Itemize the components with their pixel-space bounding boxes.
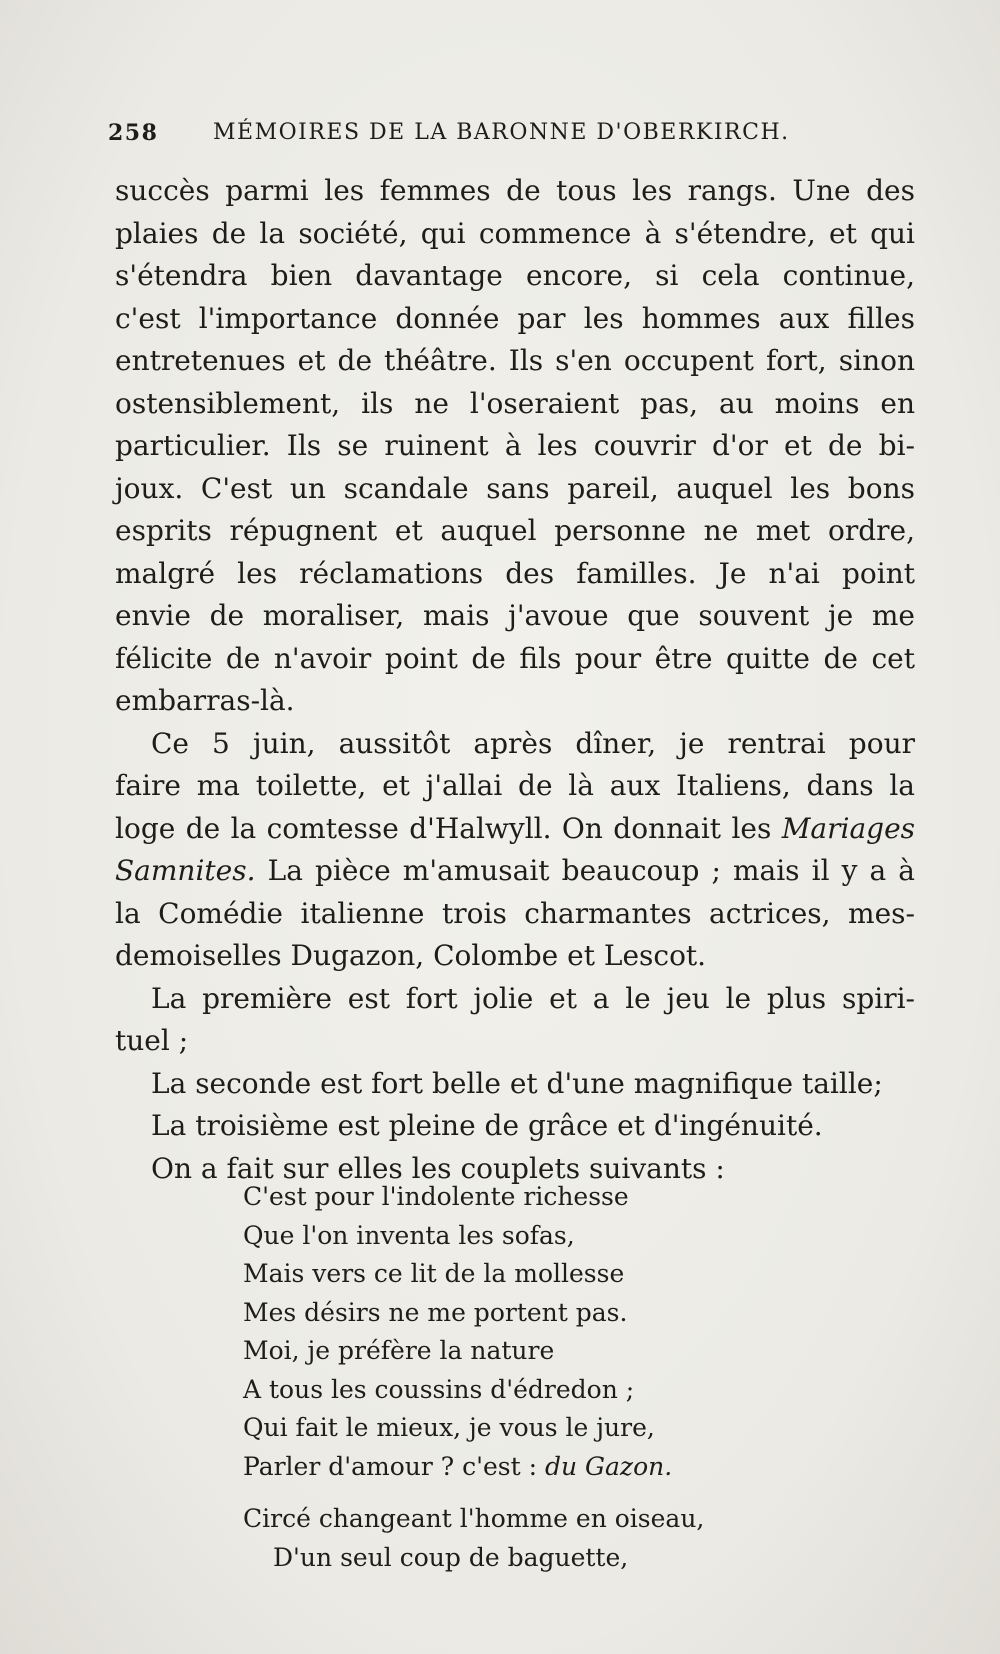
verse-line: Que l'on inventa les sofas,: [243, 1220, 575, 1250]
text-line: La seconde est fort belle et d'une magnifique taille;: [151, 1066, 883, 1100]
stanza-break: [243, 1486, 803, 1500]
verse-line: C'est pour l'indolente richesse: [243, 1182, 629, 1211]
text-line: [115, 808, 915, 851]
text-fragment: loge de la comtesse d'Halwyll. On donnait les: [115, 811, 772, 845]
text-line: esprits répugnent et auquel personne ne met ordre,: [115, 514, 915, 547]
text-line: la Comédie italienne trois charmantes actrices, mes-: [115, 896, 915, 930]
play-title: Mariages: [781, 811, 916, 845]
text-line: plaies de la société, qui commence à s'étendre, et qui: [115, 216, 915, 250]
text-line: tuel ;: [115, 1024, 189, 1057]
body-text: [115, 170, 915, 1190]
verse-line: Mais vers ce lit de la mollesse: [243, 1259, 625, 1288]
text-line: entretenues et de théâtre. Ils s'en occupent fort, sinon: [115, 344, 915, 377]
text-line: embarras-là.: [115, 684, 295, 717]
verse-block: [243, 1178, 803, 1577]
text-line: faire ma toilette, et j'allai de là aux Italiens, dans la: [115, 769, 915, 802]
text-line: succès parmi les femmes de tous les rangs. Une des: [115, 174, 915, 207]
text-line: particulier. Ils se ruinent à les couvrir d'or et de bi-: [115, 429, 915, 462]
text-line: [115, 850, 915, 893]
verse-line: D'un seul coup de baguette,: [273, 1542, 629, 1572]
text-line: joux. C'est un scandale sans pareil, auquel les bons: [115, 471, 915, 505]
verse-line: Moi, je préfère la nature: [243, 1336, 555, 1365]
running-title: MÉMOIRES DE LA BARONNE D'OBERKIRCH.: [213, 120, 790, 145]
verse-emphasis: du Gazon.: [545, 1451, 673, 1481]
verse-line: A tous les coussins d'édredon ;: [243, 1374, 635, 1404]
verse-line: Mes désirs ne me portent pas.: [243, 1297, 628, 1327]
text-line: félicite de n'avoir point de fils pour être quitte de cet: [115, 641, 915, 675]
text-line: La première est fort jolie et a le jeu le plus spiri-: [151, 981, 915, 1015]
verse-fragment: Parler d'amour ? c'est :: [243, 1451, 538, 1481]
verse-line: Qui fait le mieux, je vous le jure,: [243, 1413, 655, 1442]
text-line: ostensiblement, ils ne l'oseraient pas, au moins en: [115, 386, 915, 420]
verse-line: [243, 1448, 803, 1487]
text-line: envie de moraliser, mais j'avoue que souvent je me: [115, 599, 915, 632]
text-fragment: La pièce m'amusait beaucoup ; mais il y a à: [267, 854, 915, 887]
play-title: Samnites.: [115, 854, 256, 887]
page-number: 258: [108, 120, 159, 146]
text-line: c'est l'importance donnée par les hommes aux filles: [115, 301, 915, 335]
verse-line: Circé changeant l'homme en oiseau,: [243, 1504, 705, 1533]
text-line: On a fait sur elles les couplets suivants :: [151, 1151, 725, 1185]
text-line: demoiselles Dugazon, Colombe et Lescot.: [115, 939, 707, 972]
text-line: La troisième est pleine de grâce et d'ingénuité.: [151, 1109, 823, 1142]
text-line: malgré les réclamations des familles. Je n'ai point: [115, 556, 915, 590]
text-line: s'étendra bien davantage encore, si cela continue,: [115, 259, 915, 292]
text-line: Ce 5 juin, aussitôt après dîner, je rentrai pour: [151, 726, 915, 760]
